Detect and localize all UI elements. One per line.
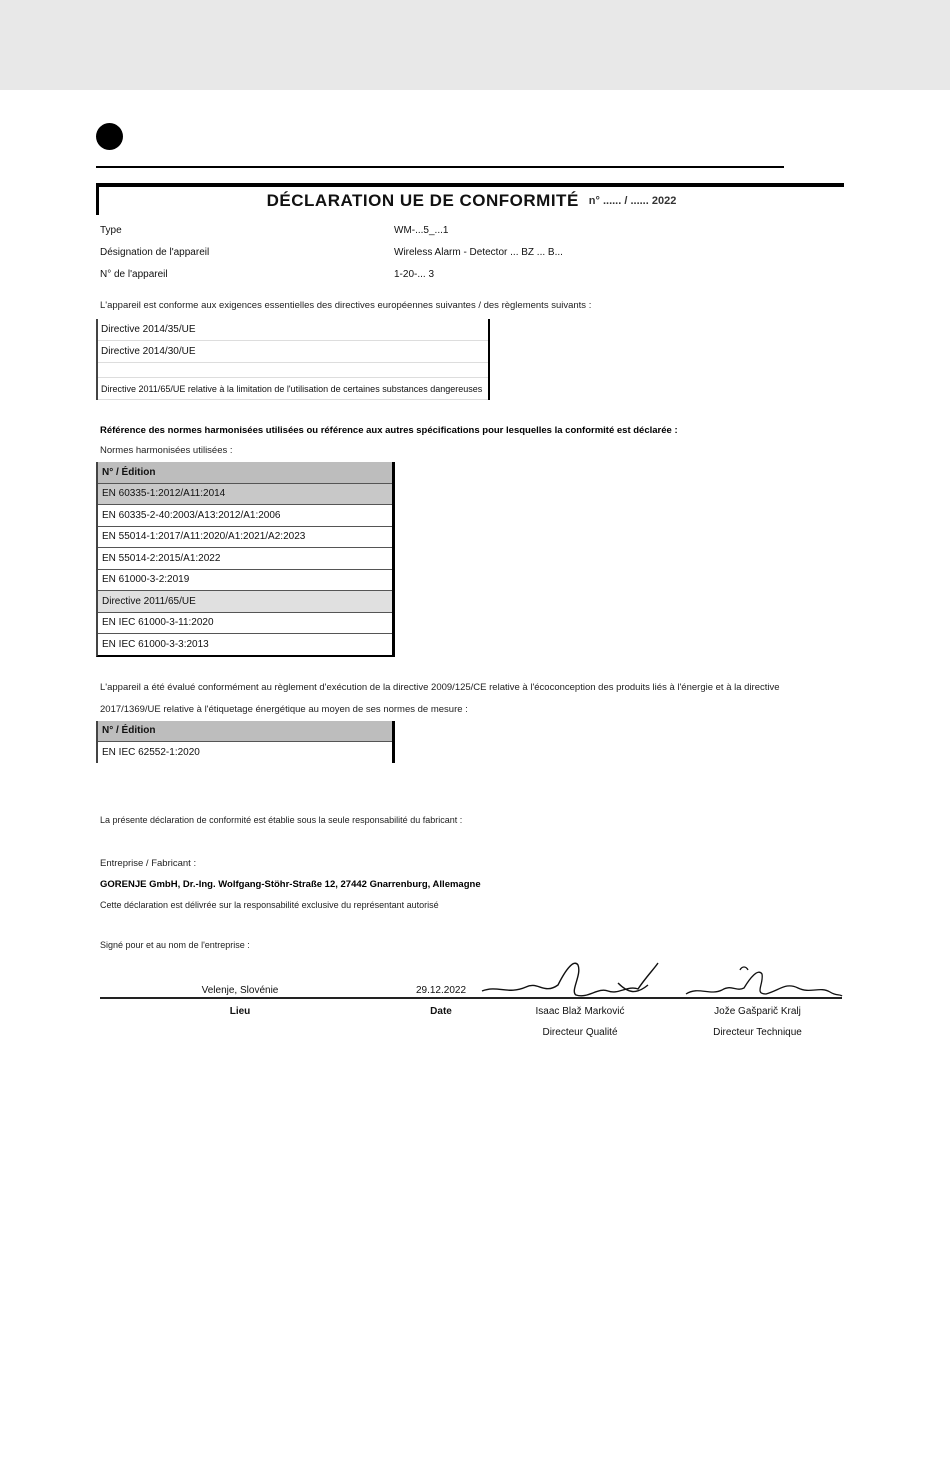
directive-item: Directive 2014/35/UE xyxy=(98,319,488,341)
table-row: EN IEC 61000-3-11:2020 xyxy=(98,613,392,635)
product-info xyxy=(96,219,844,285)
sign-place-label: Lieu xyxy=(229,1006,251,1017)
viewer-toolbar xyxy=(0,0,950,90)
info-value: Wireless Alarm - Detector ... BZ ... B... xyxy=(394,246,563,258)
directive-item: Directive 2011/65/UE relative à la limitation de l'utilisation de certaines substances dangereuses xyxy=(98,378,488,400)
table-row: EN IEC 62552-1:2020 xyxy=(98,742,392,763)
table-row: EN IEC 61000-3-3:2013 xyxy=(98,634,392,655)
directives-intro: L'appareil est conforme aux exigences essentielles des directives européennes suivantes / des règlements suivants : xyxy=(100,300,592,311)
table-header: N° / Édition xyxy=(98,462,392,484)
manufacturer-label: Entreprise / Fabricant : xyxy=(100,857,197,869)
declaration-document xyxy=(96,183,844,952)
language-marker-icon xyxy=(96,123,123,150)
table-row: Directive 2011/65/UE xyxy=(98,591,392,613)
info-label: Désignation de l'appareil xyxy=(100,246,210,258)
signer-2-role: Directeur Technique xyxy=(713,1027,802,1038)
signed-for: Signé pour et au nom de l'entreprise : xyxy=(100,939,250,950)
info-value: 1-20-... 3 xyxy=(394,268,435,280)
manufacturer-note: Cette déclaration est délivrée sur la responsabilité exclusive du représentant autorisé xyxy=(100,899,439,910)
signer-2-name: Jože Gašparič Kralj xyxy=(714,1006,801,1017)
signer-1-name: Isaac Blaž Marković xyxy=(535,1006,625,1017)
declaration-title: DÉCLARATION UE DE CONFORMITÉ xyxy=(266,191,579,210)
table-header: N° / Édition xyxy=(98,721,392,743)
sign-place: Velenje, Slovénie xyxy=(201,985,279,996)
directives-box xyxy=(96,319,490,400)
ecodesign-intro: L'appareil a été évalué conformément au règlement d'exécution de la directive 2009/125/CE relative à l'écoconception des produits liés à l'énergie et à la directive 2017/1369/UE relative à l'étiquetage énergétique au moyen de ses normes de mesure : xyxy=(100,681,780,715)
responsibility-statement: La présente déclaration de conformité est établie sous la seule responsabilité du fabricant : xyxy=(100,814,463,825)
signature-line xyxy=(100,997,842,999)
table-row: EN 55014-2:2015/A1:2022 xyxy=(98,548,392,570)
info-row-number xyxy=(96,263,844,285)
manufacturer-name: GORENJE GmbH, Dr.-Ing. Wolfgang-Stöhr-Straße 12, 27442 Gnarrenburg, Allemagne xyxy=(100,878,481,890)
table-row: EN 61000-3-2:2019 xyxy=(98,570,392,592)
declaration-title-box xyxy=(96,183,844,215)
info-row-type xyxy=(96,219,844,241)
directive-item xyxy=(98,363,488,378)
info-row-designation xyxy=(96,241,844,263)
standards-label: Normes harmonisées utilisées : xyxy=(100,445,233,456)
info-label: N° de l'appareil xyxy=(100,268,168,280)
header-rule xyxy=(96,166,784,168)
ecodesign-table xyxy=(96,721,395,763)
directive-item: Directive 2014/30/UE xyxy=(98,341,488,363)
signer-1-role: Directeur Qualité xyxy=(542,1027,618,1038)
info-label: Type xyxy=(100,224,122,236)
signature-2 xyxy=(680,960,845,1006)
sign-date: 29.12.2022 xyxy=(415,985,467,996)
declaration-number: n° ...... / ...... 2022 xyxy=(588,195,677,207)
standards-table xyxy=(96,462,395,657)
info-value: WM-...5_...1 xyxy=(394,224,449,236)
table-row: EN 60335-1:2012/A11:2014 xyxy=(98,484,392,506)
signature-1 xyxy=(478,955,668,1007)
table-row: EN 55014-1:2017/A11:2020/A1:2021/A2:2023 xyxy=(98,527,392,549)
sign-date-label: Date xyxy=(430,1006,452,1017)
table-row: EN 60335-2-40:2003/A13:2012/A1:2006 xyxy=(98,505,392,527)
standards-intro: Référence des normes harmonisées utilisées ou référence aux autres spécifications pour lesquelles la conformité est déclarée : xyxy=(100,425,678,436)
